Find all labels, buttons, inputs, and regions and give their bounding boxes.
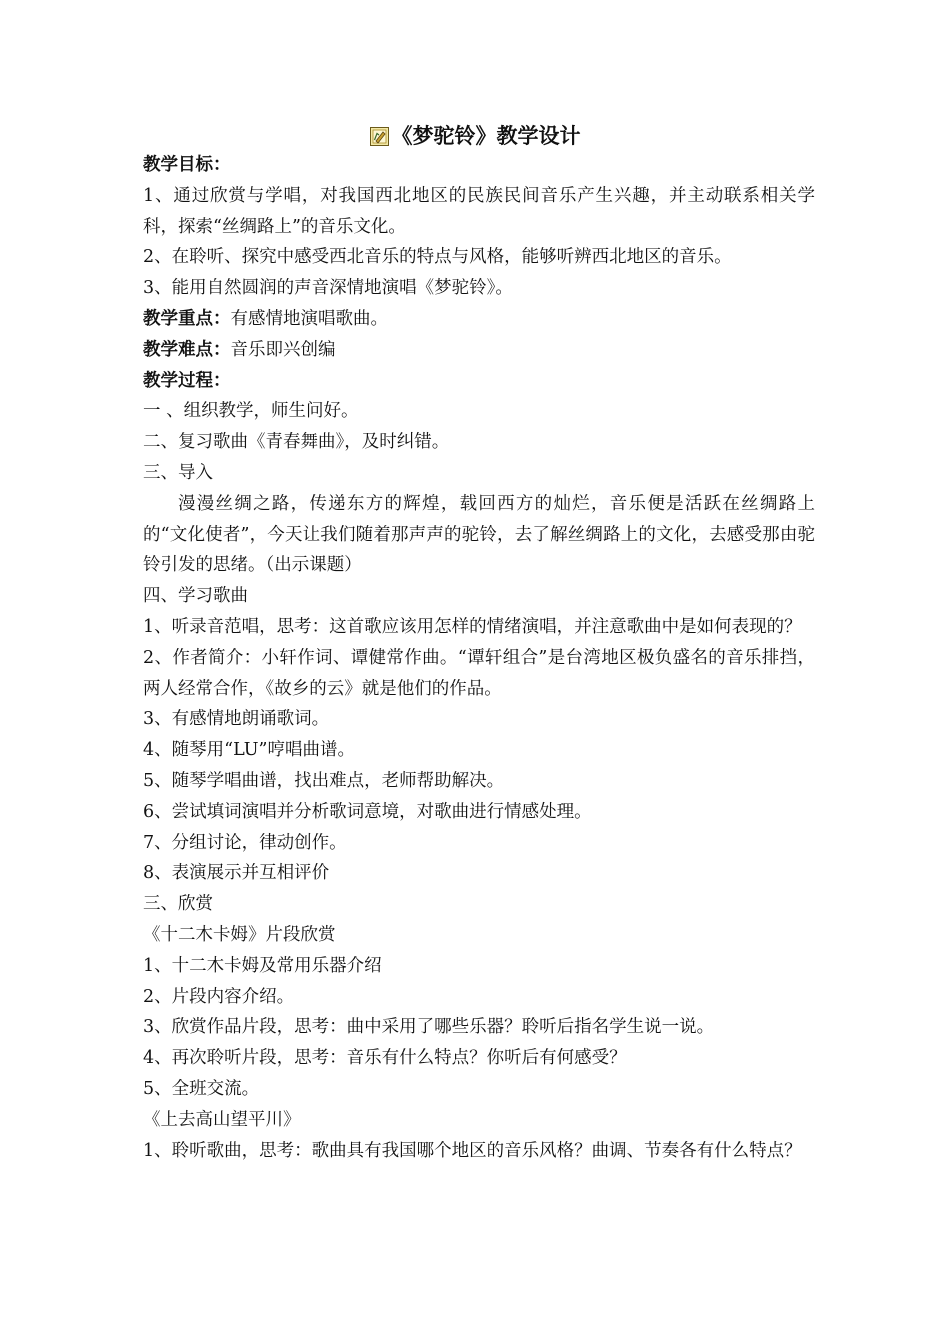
document-title-line: [0, 120, 950, 152]
document-title: 《梦驼铃》教学设计: [391, 124, 581, 148]
process-step: 三、导入: [143, 462, 213, 483]
learning-item: 8、表演展示并互相评价: [143, 863, 330, 884]
goal-item: 2、在聆听、探究中感受西北音乐的特点与风格，能够听辨西北地区的音乐。: [143, 247, 732, 268]
key-point-label: 教学重点：: [143, 308, 231, 329]
process-heading: 教学过程：: [143, 370, 231, 391]
learning-item: 2、作者简介：小轩作词、谭健常作曲。“谭轩组合”是台湾地区极负盛名的音乐排挡，两人经常合作，《故乡的云》就是他们的作品。: [143, 647, 815, 699]
document-edit-icon: [370, 127, 389, 146]
difficulty-line: [143, 335, 815, 366]
intro-paragraph: 漫漫丝绸之路，传递东方的辉煌，载回西方的灿烂，音乐便是活跃在丝绸路上的“文化使者”，今天让我们随着那声声的驼铃，去了解丝绸路上的文化，去感受那由驼铃引发的思绪。（出示课题）: [143, 493, 815, 576]
learning-item: 3、有感情地朗诵歌词。: [143, 709, 330, 730]
goals-heading: 教学目标：: [143, 155, 231, 175]
appreciation-item: 1、十二木卡姆及常用乐器介绍: [143, 955, 382, 976]
appreciation-item: 3、欣赏作品片段，思考：曲中采用了哪些乐器？聆听后指名学生说一说。: [143, 1017, 715, 1038]
process-step: 一 、组织教学，师生问好。: [143, 401, 359, 422]
key-point-text: 有感情地演唱歌曲。: [230, 308, 388, 329]
learning-item: 5、随琴学唱曲谱，找出难点，老师帮助解决。: [143, 770, 505, 791]
appreciation-item: 2、片段内容介绍。: [143, 986, 295, 1007]
process-step: 二、复习歌曲《青春舞曲》，及时纠错。: [143, 432, 450, 453]
appreciation-piece-title: 《上去高山望平川》: [143, 1109, 301, 1130]
difficulty-text: 音乐即兴创编: [230, 339, 336, 360]
key-point-line: [143, 304, 815, 335]
appreciation-item: 5、全班交流。: [143, 1078, 260, 1099]
learning-item: 7、分组讨论，律动创作。: [143, 832, 347, 853]
appreciation-item: 1、聆听歌曲，思考：歌曲具有我国哪个地区的音乐风格？曲调、节奏各有什么特点？: [143, 1140, 802, 1161]
process-step: 三、欣赏: [143, 894, 213, 915]
goal-item: 3、能用自然圆润的声音深情地演唱《梦驼铃》。: [143, 278, 513, 299]
appreciation-piece-title: 《十二木卡姆》片段欣赏: [143, 924, 336, 945]
difficulty-label: 教学难点：: [143, 339, 231, 360]
learning-item: 6、尝试填词演唱并分析歌词意境，对歌曲进行情感处理。: [143, 801, 592, 822]
appreciation-item: 4、再次聆听片段，思考：音乐有什么特点？你听后有何感受？: [143, 1048, 627, 1069]
document-body: [143, 150, 815, 1166]
process-step: 四、学习歌曲: [143, 586, 248, 607]
goal-item: 1、通过欣赏与学唱，对我国西北地区的民族民间音乐产生兴趣，并主动联系相关学科，探索“丝绸路上”的音乐文化。: [143, 185, 815, 237]
learning-item: 4、随琴用“LU”哼唱曲谱。: [143, 740, 355, 761]
learning-item: 1、听录音范唱，思考：这首歌应该用怎样的情绪演唱，并注意歌曲中是如何表现的？: [143, 616, 802, 637]
